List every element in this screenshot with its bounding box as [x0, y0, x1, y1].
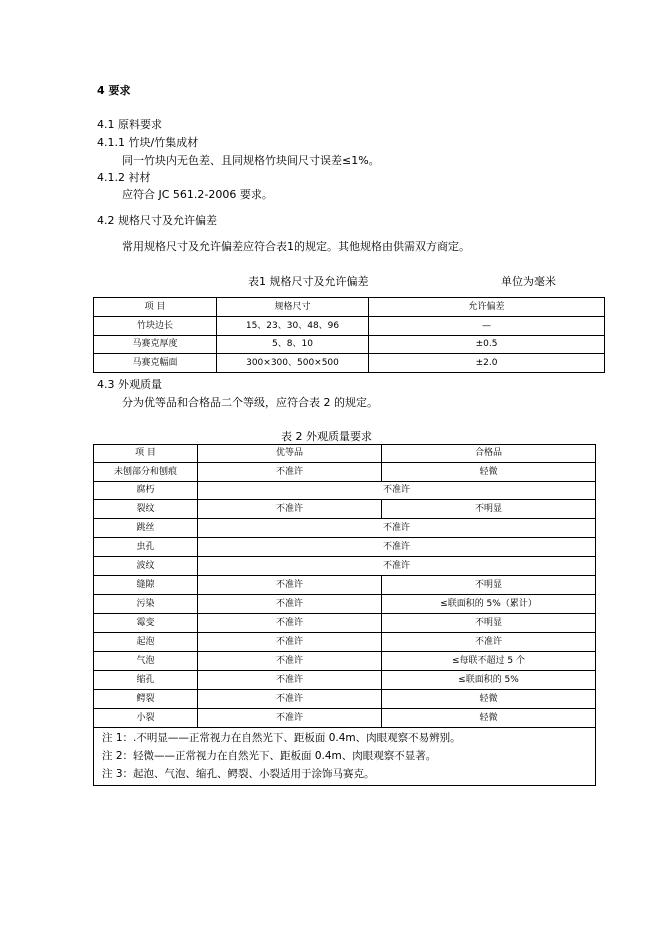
- table-cell: 缝隙: [94, 576, 198, 595]
- section-4-1-1-heading: 4.1.1 竹块/竹集成材: [97, 136, 199, 149]
- table-cell: 马赛克幅面: [94, 354, 217, 373]
- table-cell: 300×300、500×500: [217, 354, 369, 373]
- table-cell: 轻微: [382, 463, 596, 482]
- table1-header-tolerance: 允许偏差: [369, 298, 605, 317]
- table-cell: ±0.5: [369, 336, 605, 354]
- table-row: [94, 557, 596, 576]
- table-cell: 不明显: [382, 500, 596, 519]
- table-cell: 竹块边长: [94, 317, 217, 336]
- table2-notes-row: [94, 728, 596, 786]
- table-cell: ≤联面积的 5%: [382, 671, 596, 690]
- section-4-heading: 4 要求: [97, 84, 131, 97]
- table-row: [94, 519, 596, 538]
- section-4-1-2-heading: 4.1.2 衬材: [97, 171, 151, 184]
- table-row: [94, 538, 596, 557]
- table-cell: 不准许: [198, 557, 596, 576]
- table-cell: 霉变: [94, 614, 198, 633]
- table-cell: 缩孔: [94, 671, 198, 690]
- table-row: [94, 709, 596, 728]
- table1-unit: 单位为毫米: [501, 275, 556, 288]
- section-4-3-heading: 4.3 外观质量: [97, 378, 162, 391]
- table-row: [94, 690, 596, 709]
- table-cell: ≤联面积的 5%（累计）: [382, 595, 596, 614]
- table-cell: 跳丝: [94, 519, 198, 538]
- table-cell: 不准许: [198, 500, 382, 519]
- table-cell: 腐朽: [94, 482, 198, 500]
- table-cell: ±2.0: [369, 354, 605, 373]
- table-row: [94, 595, 596, 614]
- table-cell: —: [369, 317, 605, 336]
- table2-notes: [94, 728, 596, 786]
- table-cell: 虫孔: [94, 538, 198, 557]
- section-4-2-heading: 4.2 规格尺寸及允许偏差: [97, 214, 217, 227]
- table-cell: 不准许: [198, 709, 382, 728]
- table2-note-3: 注 3：起泡、气泡、缩孔、鳄裂、小裂适用于涂饰马赛克。: [102, 767, 375, 780]
- table-row: [94, 652, 596, 671]
- table2: [93, 444, 596, 786]
- table-row: [94, 354, 605, 373]
- table-cell: 污染: [94, 595, 198, 614]
- table-row: [94, 336, 605, 354]
- section-4-3-text: 分为优等品和合格品二个等级，应符合表 2 的规定。: [122, 396, 378, 409]
- table-cell: 不准许: [198, 519, 596, 538]
- table-header-row: [94, 445, 596, 463]
- table1: [93, 297, 605, 373]
- section-4-1-2-text: 应符合 JC 561.2-2006 要求。: [122, 188, 273, 201]
- table2-note-1: 注 1：.不明显——正常视力在自然光下、距板面 0.4m、肉眼观察不易辨别。: [102, 731, 461, 744]
- table1-header-item: 项 目: [94, 298, 217, 317]
- table2-header-premium: 优等品: [198, 445, 382, 463]
- table2-header-qualified: 合格品: [382, 445, 596, 463]
- table-cell: 不准许: [198, 576, 382, 595]
- table-cell: 不准许: [198, 614, 382, 633]
- table-cell: 不准许: [198, 538, 596, 557]
- table-cell: 起泡: [94, 633, 198, 652]
- table-row: [94, 463, 596, 482]
- table-cell: 不准许: [198, 690, 382, 709]
- table-row: [94, 317, 605, 336]
- table-header-row: [94, 298, 605, 317]
- table-cell: 不明显: [382, 614, 596, 633]
- table-cell: 不准许: [198, 652, 382, 671]
- table-cell: 未刨部分和刨痕: [94, 463, 198, 482]
- table-row: [94, 633, 596, 652]
- table-cell: 5、8、10: [217, 336, 369, 354]
- table-row: [94, 671, 596, 690]
- table-cell: 鳄裂: [94, 690, 198, 709]
- table-cell: 不准许: [198, 595, 382, 614]
- section-4-2-text: 常用规格尺寸及允许偏差应符合表1的规定。其他规格由供需双方商定。: [122, 240, 470, 253]
- table-row: [94, 614, 596, 633]
- table2-header-item: 项 目: [94, 445, 198, 463]
- section-4-1-heading: 4.1 原料要求: [97, 118, 162, 131]
- section-4-1-1-text: 同一竹块内无色差、且同规格竹块间尺寸误差≤1%。: [122, 154, 380, 167]
- table-cell: 不准许: [198, 463, 382, 482]
- table-cell: 马赛克厚度: [94, 336, 217, 354]
- table-cell: 不准许: [198, 633, 382, 652]
- table-cell: 不准许: [198, 671, 382, 690]
- table-cell: 气泡: [94, 652, 198, 671]
- table-cell: 不明显: [382, 576, 596, 595]
- table-cell: 裂纹: [94, 500, 198, 519]
- table-row: [94, 576, 596, 595]
- table2-caption: 表 2 外观质量要求: [281, 430, 372, 443]
- table-cell: 15、23、30、48、96: [217, 317, 369, 336]
- table-cell: 波纹: [94, 557, 198, 576]
- table-row: [94, 500, 596, 519]
- table2-note-2: 注 2：轻微——正常视力在自然光下、距板面 0.4m、肉眼观察不显著。: [102, 749, 437, 762]
- table-cell: 轻微: [382, 690, 596, 709]
- table-cell: 轻微: [382, 709, 596, 728]
- table-cell: 不准许: [382, 633, 596, 652]
- table1-caption: 表1 规格尺寸及允许偏差: [248, 275, 369, 288]
- table-cell: 小裂: [94, 709, 198, 728]
- table-cell: ≤每联不超过 5 个: [382, 652, 596, 671]
- table1-header-size: 规格尺寸: [217, 298, 369, 317]
- table-row: [94, 482, 596, 500]
- table-cell: 不准许: [198, 482, 596, 500]
